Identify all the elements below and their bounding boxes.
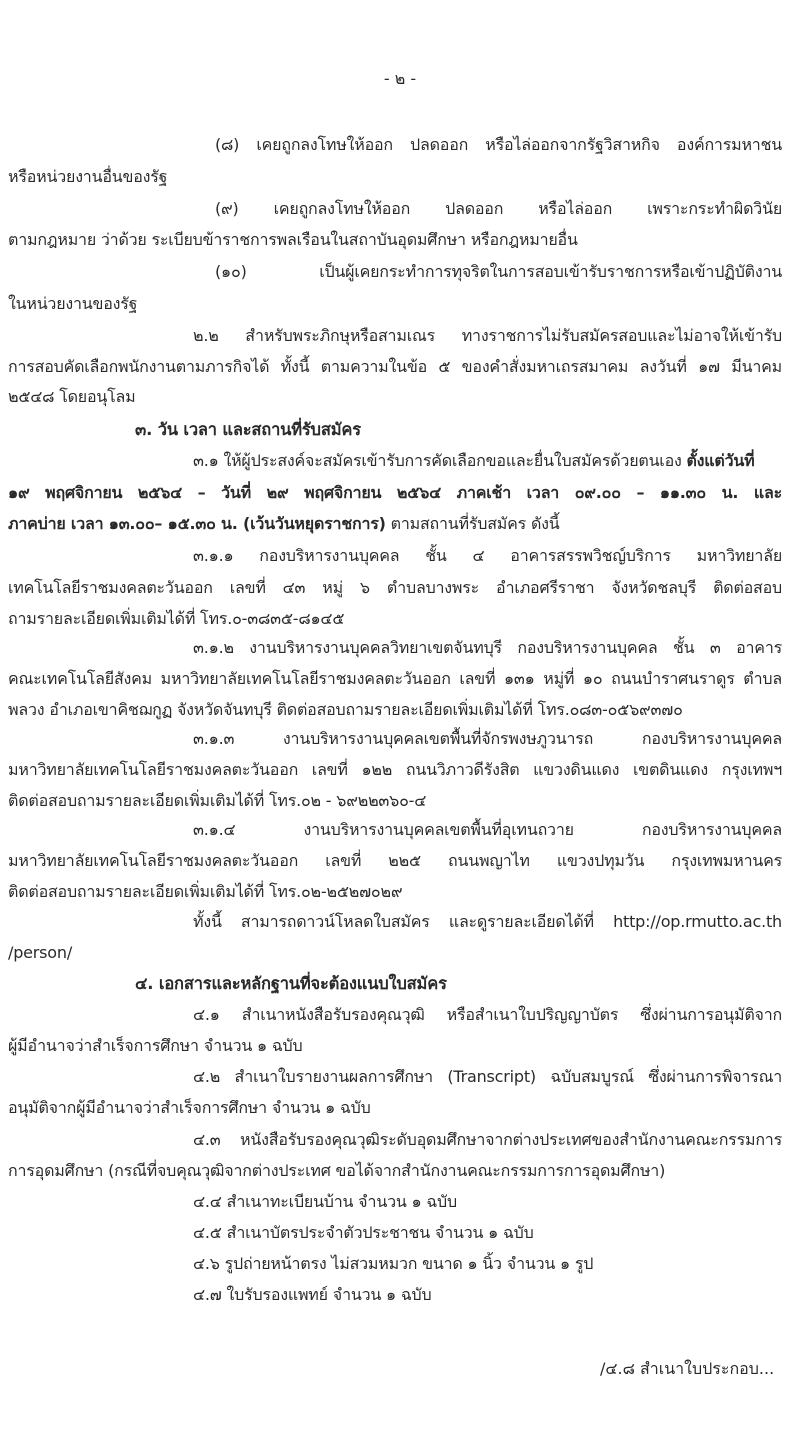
item-3-1-line-1 (193, 450, 782, 472)
item-3-1-4-line-3: ติดต่อสอบถามรายละเอียดเพิ่มเติมได้ที่ โทร.๐๒-๒๕๒๗๐๒๙ (8, 882, 403, 901)
item-3-1-2-line-3: พลวง อำเภอเขาคิชฌกูฏ จังหวัดจันทบุรี ติดต่อสอบถามรายละเอียดเพิ่มเติมได้ที่ โทร.๐๘๓-๐๕๖๙๓๗๐ (8, 700, 683, 719)
item-3-1-2-line-1: ๓.๑.๒ งานบริหารงานบุคคลวิทยาเขตจันทบุรี กองบริหารงานบุคคล ชั้น ๓ อาคาร (193, 638, 782, 657)
item-4-1-line-1: ๔.๑ สำเนาหนังสือรับรองคุณวุฒิ หรือสำเนาใบปริญญาบัตร ซึ่งผ่านการอนุมัติจาก (193, 1005, 782, 1024)
item-9-line-1: (๙) เคยถูกลงโทษให้ออก ปลดออก หรือไล่ออก เพราะกระทำผิดวินัย (215, 199, 782, 218)
page-number: - ๒ - (383, 69, 417, 88)
item-3-1-4-line-2: มหาวิทยาลัยเทคโนโลยีราชมงคลตะวันออก เลขที่ ๒๒๕ ถนนพญาไท แขวงปทุมวัน กรุงเทพมหานคร (8, 851, 782, 870)
item-3-1-4-line-1: ๓.๑.๔ งานบริหารงานบุคคลเขตพื้นที่อุเทนถวาย กองบริหารงานบุคคล (193, 820, 782, 839)
download-note-url-tail: /person/ (8, 943, 73, 962)
item-3-1-3-line-1: ๓.๑.๓ งานบริหารงานบุคคลเขตพื้นที่จักรพงษภูวนารถ กองบริหารงานบุคคล (193, 729, 782, 748)
download-note-line-1: ทั้งนี้ สามารถดาวน์โหลดใบสมัคร และดูรายละเอียดได้ที่ http://op.rmutto.ac.th (193, 912, 782, 931)
item-3-1-start-date-label: ตั้งแต่วันที่ (686, 451, 755, 470)
item-4-2-line-2: อนุมัติจากผู้มีอำนาจว่าสำเร็จการศึกษา จำนวน ๑ ฉบับ (8, 1098, 371, 1117)
item-4-3-line-2: การอุดมศึกษา (กรณีที่จบคุณวุฒิจากต่างประเทศ ขอได้จากสำนักงานคณะกรรมการการอุดมศึกษา) (8, 1161, 666, 1180)
item-10-line-2: ในหน่วยงานของรัฐ (8, 294, 138, 313)
item-10-line-1: (๑๐) เป็นผู้เคยกระทำการทุจริตในการสอบเข้ารับราชการหรือเข้าปฏิบัติงาน (215, 262, 782, 281)
item-8-line-2: หรือหน่วยงานอื่นของรัฐ (8, 167, 168, 186)
item-3-1-2-line-2: คณะเทคโนโลยีสังคม มหาวิทยาลัยเทคโนโลยีราชมงคลตะวันออก เลขที่ ๑๓๑ หมู่ที่ ๑๐ ถนนบำราศนราดูร ตำบล (8, 669, 782, 688)
item-3-1-3-line-3: ติดต่อสอบถามรายละเอียดเพิ่มเติมได้ที่ โทร.๐๒ - ๖๙๒๒๓๖๐-๔ (8, 791, 427, 810)
item-3-1-afternoon-hours: ภาคบ่าย เวลา ๑๓.๐๐– ๑๕.๓๐ น. (เว้นวันหยุดราชการ) (8, 514, 386, 533)
item-4-2-line-1: ๔.๒ สำเนาใบรายงานผลการศึกษา (Transcript) ฉบับสมบูรณ์ ซึ่งผ่านการพิจารณา (193, 1067, 782, 1086)
item-4-3-line-1: ๔.๓ หนังสือรับรองคุณวุฒิระดับอุดมศึกษาจากต่างประเทศของสำนักงานคณะกรรมการ (193, 1130, 782, 1149)
item-9-line-2: ตามกฎหมาย ว่าด้วย ระเบียบข้าราชการพลเรือนในสถาบันอุดมศึกษา หรือกฎหมายอื่น (8, 230, 578, 249)
item-3-1-line-3 (8, 513, 782, 535)
item-3-1-line-1-text: ๓.๑ ให้ผู้ประสงค์จะสมัครเข้ารับการคัดเลือกขอและยื่นใบสมัครด้วยตนเอง (193, 451, 687, 470)
item-4-5: ๔.๕ สำเนาบัตรประจำตัวประชาชน จำนวน ๑ ฉบับ (193, 1223, 534, 1242)
item-3-1-1-line-1: ๓.๑.๑ กองบริหารงานบุคคล ชั้น ๔ อาคารสรรพวิชญ์บริการ มหาวิทยาลัย (193, 546, 782, 565)
item-3-1-1-line-2: เทคโนโลยีราชมงคลตะวันออก เลขที่ ๔๓ หมู่ ๖ ตำบลบางพระ อำเภอศรีราชา จังหวัดชลบุรี ติดต่อสอบ (8, 578, 782, 597)
item-2-2-line-1: ๒.๒ สำหรับพระภิกษุหรือสามเณร ทางราชการไม่รับสมัครสอบและไม่อาจให้เข้ารับ (193, 326, 782, 345)
section-3-heading: ๓. วัน เวลา และสถานที่รับสมัคร (135, 420, 361, 439)
section-4-heading: ๔. เอกสารและหลักฐานที่จะต้องแนบใบสมัคร (135, 974, 447, 993)
item-2-2-line-3: ๒๕๔๘ โดยอนุโลม (8, 387, 136, 406)
item-3-1-1-line-3: ถามรายละเอียดเพิ่มเติมได้ที่ โทร.๐-๓๘๓๕-๘๑๔๕ (8, 609, 345, 628)
item-3-1-line-2: ๑๙ พฤศจิกายน ๒๕๖๔ – วันที่ ๒๙ พฤศจิกายน ๒๕๖๔ ภาคเช้า เวลา ๐๙.๐๐ – ๑๑.๓๐ น. และ (8, 483, 782, 502)
continuation-note: /๔.๘ สำเนาใบประกอบ... (600, 1359, 775, 1378)
item-4-1-line-2: ผู้มีอำนาจว่าสำเร็จการศึกษา จำนวน ๑ ฉบับ (8, 1036, 303, 1055)
item-3-1-line-3-text: ตามสถานที่รับสมัคร ดังนี้ (385, 514, 560, 533)
item-4-4: ๔.๔ สำเนาทะเบียนบ้าน จำนวน ๑ ฉบับ (193, 1192, 457, 1211)
item-8-line-1: (๘) เคยถูกลงโทษให้ออก ปลดออก หรือไล่ออกจากรัฐวิสาหกิจ องค์การมหาชน (215, 135, 782, 154)
item-4-7: ๔.๗ ใบรับรองแพทย์ จำนวน ๑ ฉบับ (193, 1285, 432, 1304)
item-4-6: ๔.๖ รูปถ่ายหน้าตรง ไม่สวมหมวก ขนาด ๑ นิ้ว จำนวน ๑ รูป (193, 1254, 594, 1273)
item-2-2-line-2: การสอบคัดเลือกพนักงานตามภารกิจได้ ทั้งนี้ ตามความในข้อ ๕ ของคำสั่งมหาเถรสมาคม ลงวันที่ ๑๗ มีนาคม (8, 357, 782, 376)
item-3-1-3-line-2: มหาวิทยาลัยเทคโนโลยีราชมงคลตะวันออก เลขที่ ๑๒๒ ถนนวิภาวดีรังสิต แขวงดินแดง เขตดินแดง กรุงเทพฯ (8, 760, 782, 779)
